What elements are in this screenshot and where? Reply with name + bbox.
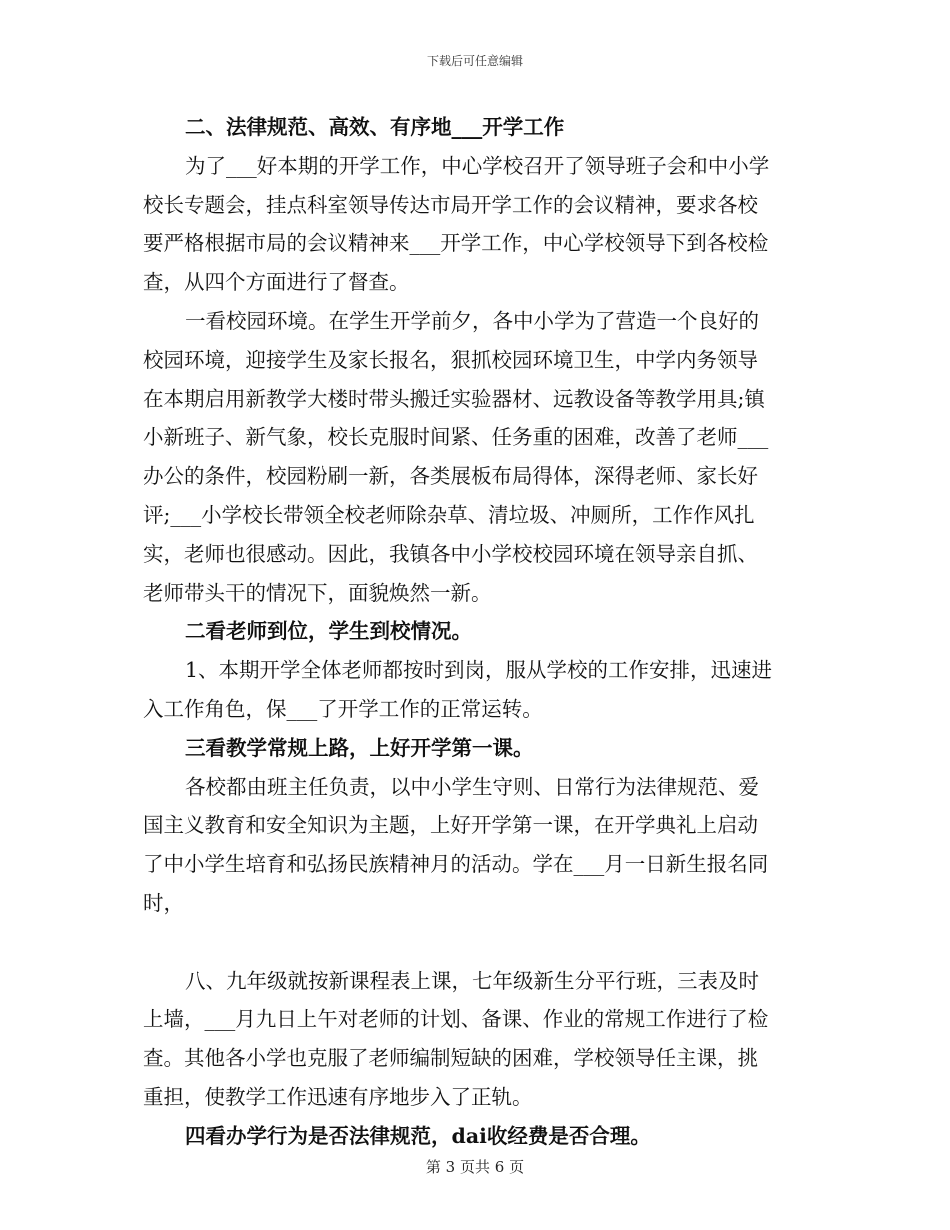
text-line: 了中小学生培育和弘扬民族精神月的活动。学在___月一日新生报名同	[143, 852, 769, 877]
text-line: 重担，使教学工作迅速有序地步入了正轨。	[143, 1084, 533, 1109]
text-line: 校园环境，迎接学生及家长报名，狠抓校园环境卫生，中学内务领导	[143, 347, 758, 372]
text-line: 小新班子、新气象，校长克服时间紧、任务重的困难，改善了老师___	[143, 425, 769, 450]
text-line: 国主义教育和安全知识为主题，上好开学第一课，在开学典礼上启动	[143, 813, 758, 838]
text-line: 1、本期开学全体老师都按时到岗，服从学校的工作安排，迅速进	[185, 658, 773, 683]
page-header: 下载后可任意编辑	[426, 54, 523, 68]
section-heading: 三看教学常规上路，上好开学第一课。	[185, 735, 534, 760]
text-line: 为了___好本期的开学工作，中心学校召开了领导班子会和中小学	[185, 153, 770, 178]
blank-line	[143, 923, 807, 962]
text-line: 一看校园环境。在学生开学前夕，各中小学为了营造一个良好的	[185, 308, 759, 333]
section-heading: 二、法律规范、高效、有序地___开学工作	[185, 115, 565, 139]
text-line: 实，老师也很感动。因此，我镇各中小学校校园环境在领导亲自抓、	[143, 541, 758, 566]
text-line: 老师带头干的情况下，面貌焕然一新。	[143, 580, 492, 605]
section-heading: 二看老师到位，学生到校情况。	[185, 619, 472, 644]
text-line: 办公的条件，校园粉刷一新，各类展板布局得体，深得老师、家长好	[143, 464, 758, 489]
text-line: 在本期启用新教学大楼时带头搬迁实验器材、远教设备等教学用具;镇	[143, 386, 765, 411]
text-line: 八、九年级就按新课程表上课，七年级新生分平行班，三表及时	[185, 968, 759, 993]
page-footer: 第 3 页共 6 页	[425, 1158, 525, 1176]
document-body	[143, 108, 807, 1156]
text-line: 评;___小学校长带领全校老师除杂草、清垃圾、冲厕所，工作作风扎	[143, 502, 755, 527]
section-heading: 四看办学行为是否法律规范，dai收经费是否合理。	[185, 1123, 651, 1148]
text-line: 查。其他各小学也克服了老师编制短缺的困难，学校领导任主课，挑	[143, 1046, 758, 1071]
text-line: 查，从四个方面进行了督查。	[143, 270, 410, 295]
text-line: 时，	[143, 890, 184, 915]
text-line: 要严格根据市局的会议精神来___开学工作，中心学校领导下到各校检	[143, 231, 769, 256]
text-line: 上墙，___月九日上午对老师的计划、备课、作业的常规工作进行了检	[143, 1007, 769, 1032]
text-line: 入工作角色，保___了开学工作的正常运转。	[143, 696, 543, 721]
text-line: 校长专题会，挂点科室领导传达市局开学工作的会议精神，要求各校	[143, 192, 758, 217]
text-line: 各校都由班主任负责，以中小学生守则、日常行为法律规范、爱	[185, 774, 759, 799]
